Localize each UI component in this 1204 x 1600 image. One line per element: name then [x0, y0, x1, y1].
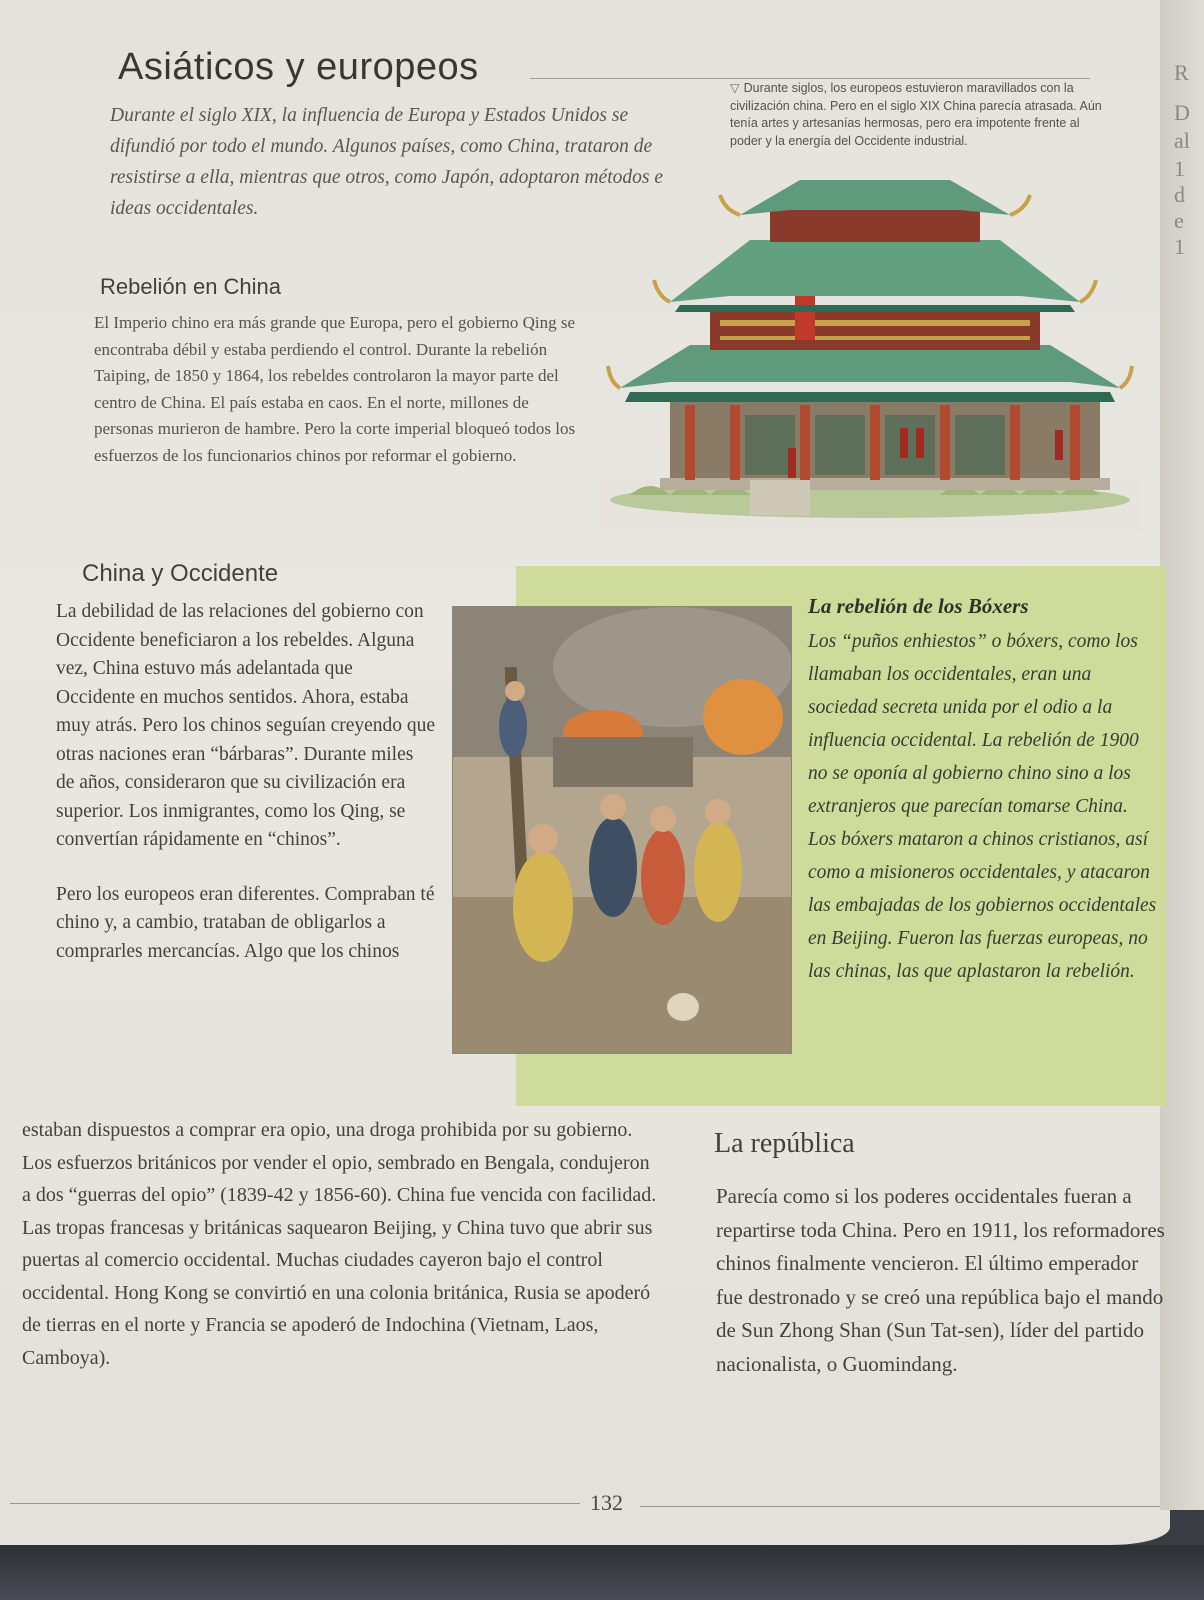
background-shadow [0, 1545, 1204, 1600]
occidente-column [56, 598, 436, 992]
title-divider [530, 78, 1090, 79]
next-page-letter: 1 [1174, 234, 1185, 259]
occidente-continuation [22, 1114, 662, 1374]
rebelion-paragraph [94, 310, 584, 469]
caption-text: Durante siglos, los europeos estuvieron maravillados con la civilización china. Pero en el siglo XIX China parecía atrasada. Aún tenía artes y artesanías hermosas, pero era impotente frente al poder y la energía del Occidente industrial. [730, 81, 1102, 148]
republica-text: Parecía como si los poderes occidentales fueran a repartirse toda China. Pero en 1911, los reformadores chinos finalmente vencieron. El último emperador fue destronado y se creó una república bajo el mando de Sun Zhong Shan (Sun Tat-sen), líder del partido nacionalista, o Guomindang. [716, 1184, 1165, 1376]
sidebar-heading: La rebelión de los Bóxers [808, 594, 1029, 618]
boxer-rebellion-illustration [452, 606, 792, 1054]
temple-caption [730, 80, 1110, 150]
next-page-letter: R [1174, 60, 1189, 85]
intro-text: Durante el siglo XIX, la influencia de Europa y Estados Unidos se difundió por todo el mundo. Algunos países, como China, trataron de resistirse a ella, mientras que otros, como Japón, adoptaron métodos e ideas occidentales. [110, 105, 663, 219]
next-page-letter: al [1174, 128, 1190, 153]
section-heading-republica: La república [714, 1128, 855, 1159]
rebelion-text: El Imperio chino era más grande que Europa, pero el gobierno Qing se encontraba débil y estaba perdiendo el control. Durante la rebelión Taiping, de 1850 y 1864, los rebeldes controlaron la mayor parte del centro de China. El país estaba en caos. En el norte, millones de personas murieron de hambre. Pero la corte imperial bloqueó todos los esfuerzos de los funcionarios chinos por reformar el gobierno. [94, 313, 576, 465]
republica-paragraph [716, 1180, 1166, 1381]
section-heading-occidente: China y Occidente [82, 560, 279, 587]
next-page-letter: D [1174, 100, 1190, 125]
sidebar-paragraph: Los “puños enhiestos” o bóxers, como los llamaban los occidentales, eran una sociedad secreta unida por el odio a la influencia occidental. La rebelión de 1900 no se oponía al gobierno chino sino a los extranjeros que parecían tomarse China. Los bóxers mataron a chinos cristianos, así como a misioneros occidentales, y atacaron las embajadas de los gobiernos occidentales en Beijing. Fueron las fuerzas europeas, no las chinas, las que aplastaron la rebelión. [808, 631, 1157, 982]
next-page-letter: e [1174, 208, 1184, 233]
footer-rule-right [640, 1506, 1160, 1507]
next-page-edge [1160, 0, 1204, 1510]
next-page-letter: d [1174, 182, 1185, 207]
occidente-paragraph-3: estaban dispuestos a comprar era opio, una droga prohibida por su gobierno. Los esfuerzos británicos por vender el opio, sembrado en Bengala, condujeron a dos “guerras del opio” (1839-42 y 1856-60). China fue vencida con facilidad. Las tropas francesas y británicas saquearon Beijing, y China tuvo que abrir sus puertas al comercio occidental. Muchas ciudades cayeron bajo el control occidental. Hong Kong se convirtió en una colonia británica, Rusia se apoderó de tierras en el norte y Francia se apoderó de Indochina (Vietnam, Laos, Camboya). [22, 1119, 657, 1369]
temple-illustration [600, 160, 1140, 530]
page-number: 132 [590, 1490, 623, 1515]
triangle-marker-icon: ▽ [730, 81, 740, 95]
next-page-letter: 1 [1174, 156, 1185, 181]
footer-rule-left [10, 1503, 580, 1504]
page-title: Asiáticos y europeos [118, 46, 479, 88]
section-heading-rebelion: Rebelión en China [100, 274, 282, 299]
occidente-paragraph-1: La debilidad de las relaciones del gobierno con Occidente beneficiaron a los rebeldes. Alguna vez, China estuvo más adelantada que Occidente en muchos sentidos. Ahora, estaba muy atrás. Pero los chinos seguían creyendo que otras naciones eran “bárbaras”. Durante miles de años, consideraron que su civilización era superior. Los inmigrantes, como los Qing, se convertían rápidamente en “chinos”. [56, 601, 436, 850]
boxers-sidebar-text [808, 590, 1158, 988]
occidente-paragraph-2: Pero los europeos eran diferentes. Compraban té chino y, a cambio, trataban de obligarlos a comprarles mercancías. Algo que los chinos [56, 883, 435, 962]
